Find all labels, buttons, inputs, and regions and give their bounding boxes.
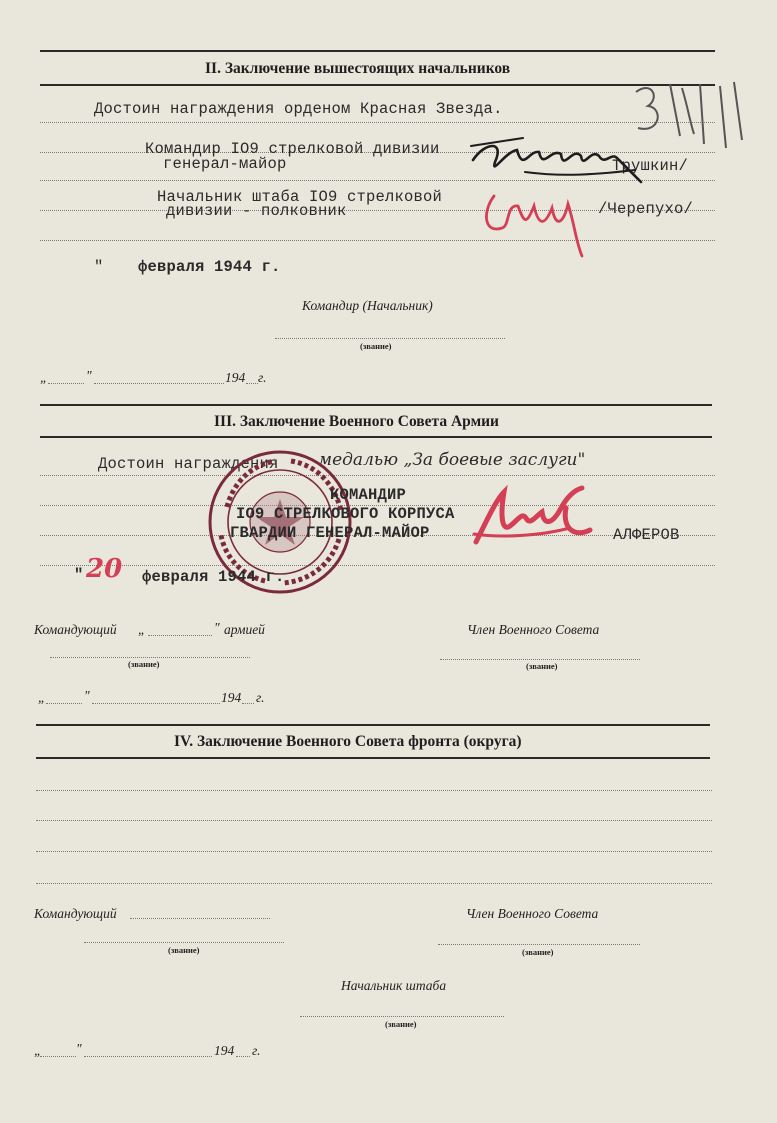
ruled-line bbox=[40, 122, 715, 123]
section-3-top-rule bbox=[40, 404, 712, 406]
front-commander-line bbox=[130, 918, 270, 919]
rank-line bbox=[300, 1016, 504, 1017]
date-open: „ bbox=[40, 370, 48, 385]
rank-line bbox=[438, 944, 640, 945]
council-member-label: Член Военного Совета bbox=[467, 622, 600, 637]
chief-signature-red bbox=[480, 182, 600, 262]
section-3-verdict-typed: Достоин награждения bbox=[98, 455, 279, 473]
commander-label: Командир (Начальник) bbox=[302, 298, 433, 313]
signer-signature-red bbox=[470, 482, 610, 562]
front-council-member-label: Член Военного Совета bbox=[466, 906, 599, 921]
commander-title-line-2: генерал-майор bbox=[163, 155, 287, 173]
chief-title-line-2: дивизии - полковник bbox=[166, 202, 347, 220]
date-open: „ bbox=[34, 1043, 42, 1058]
section-4-title: IV. Заключение Военного Совета фронта (округа) bbox=[174, 733, 522, 750]
commander-title-line-1: Командир IO9 стрелковой дивизии bbox=[145, 140, 440, 158]
ruled-line bbox=[40, 475, 715, 476]
signer-title-line-3: ГВАРДИИ ГЕНЕРАЛ-МАЙОР bbox=[230, 524, 430, 542]
army-number-line bbox=[148, 635, 212, 636]
date-g: г. bbox=[252, 1043, 261, 1058]
rank-line bbox=[275, 338, 505, 339]
rank-caption: (звание) bbox=[385, 1019, 417, 1029]
section-3-date-day: 20 bbox=[86, 554, 123, 584]
section-2-date: февраля 1944 г. bbox=[138, 258, 281, 276]
corner-number-handwritten bbox=[630, 78, 750, 158]
ruled-line bbox=[36, 790, 712, 791]
section-3-date-rest: февраля 1944 г. bbox=[142, 568, 285, 586]
ruled-line bbox=[40, 565, 715, 566]
commander-name: Трушкин/ bbox=[612, 157, 689, 175]
signer-title-line-2: IO9 СТРЕЛКОВОГО КОРПУСА bbox=[236, 505, 455, 523]
date-day-line bbox=[46, 703, 82, 704]
rank-caption: (звание) bbox=[526, 661, 558, 671]
date-month-line bbox=[94, 383, 224, 384]
rank-caption: (звание) bbox=[522, 947, 554, 957]
date-month-line bbox=[84, 1056, 212, 1057]
date-g: г. bbox=[258, 370, 267, 385]
date-year: 194 bbox=[225, 370, 246, 385]
chief-name: /Черепухо/ bbox=[598, 200, 694, 218]
section-3-rule bbox=[40, 436, 712, 438]
date-open-quote: " bbox=[74, 566, 84, 584]
date-year-line bbox=[246, 383, 258, 384]
rank-line bbox=[84, 942, 284, 943]
rank-caption: (звание) bbox=[128, 659, 160, 669]
signer-name: АЛФЕРОВ bbox=[613, 526, 680, 544]
date-month-line bbox=[92, 703, 220, 704]
date-day-line bbox=[40, 1056, 76, 1057]
date-g: г. bbox=[256, 690, 265, 705]
ruled-line bbox=[36, 851, 712, 852]
ruled-line bbox=[40, 240, 715, 241]
ruled-line bbox=[36, 883, 712, 884]
rank-line bbox=[50, 657, 250, 658]
date-mid: " bbox=[86, 368, 92, 383]
army-label: армией bbox=[224, 622, 265, 637]
army-open-quote: „ bbox=[138, 622, 146, 637]
date-year: 194 bbox=[214, 1043, 235, 1058]
section-4-rule bbox=[36, 757, 710, 759]
date-year: 194 bbox=[221, 690, 242, 705]
rank-caption: (звание) bbox=[360, 341, 392, 351]
date-mid: " bbox=[76, 1041, 82, 1056]
section-3-title: III. Заключение Военного Совета Армии bbox=[214, 413, 499, 430]
army-close-quote: " bbox=[214, 620, 220, 635]
date-year-line bbox=[242, 703, 254, 704]
date-year-line bbox=[236, 1056, 250, 1057]
date-day-line bbox=[48, 383, 84, 384]
rank-caption: (звание) bbox=[168, 945, 200, 955]
ruled-line bbox=[36, 820, 712, 821]
chief-title-line-1: Начальник штаба IO9 стрелковой bbox=[157, 188, 443, 206]
top-rule bbox=[40, 50, 715, 52]
section-2-title: II. Заключение вышестоящих начальников bbox=[205, 60, 511, 77]
date-open: „ bbox=[38, 690, 46, 705]
front-commander-label: Командующий bbox=[34, 906, 117, 921]
date-open-quote: " bbox=[94, 258, 104, 276]
army-commander-label: Командующий bbox=[34, 622, 117, 637]
signer-title-line-1: КОМАНДИР bbox=[330, 486, 407, 504]
section-2-verdict: Достоин награждения орденом Красная Звезда. bbox=[94, 100, 503, 118]
date-mid: " bbox=[84, 688, 90, 703]
rank-line bbox=[440, 659, 640, 660]
section-4-top-rule bbox=[36, 724, 710, 726]
chief-of-staff-label: Начальник штаба bbox=[341, 978, 447, 993]
section-2-rule bbox=[40, 84, 715, 86]
section-3-verdict-handwritten: медалью „За боевые заслуги" bbox=[318, 450, 586, 470]
